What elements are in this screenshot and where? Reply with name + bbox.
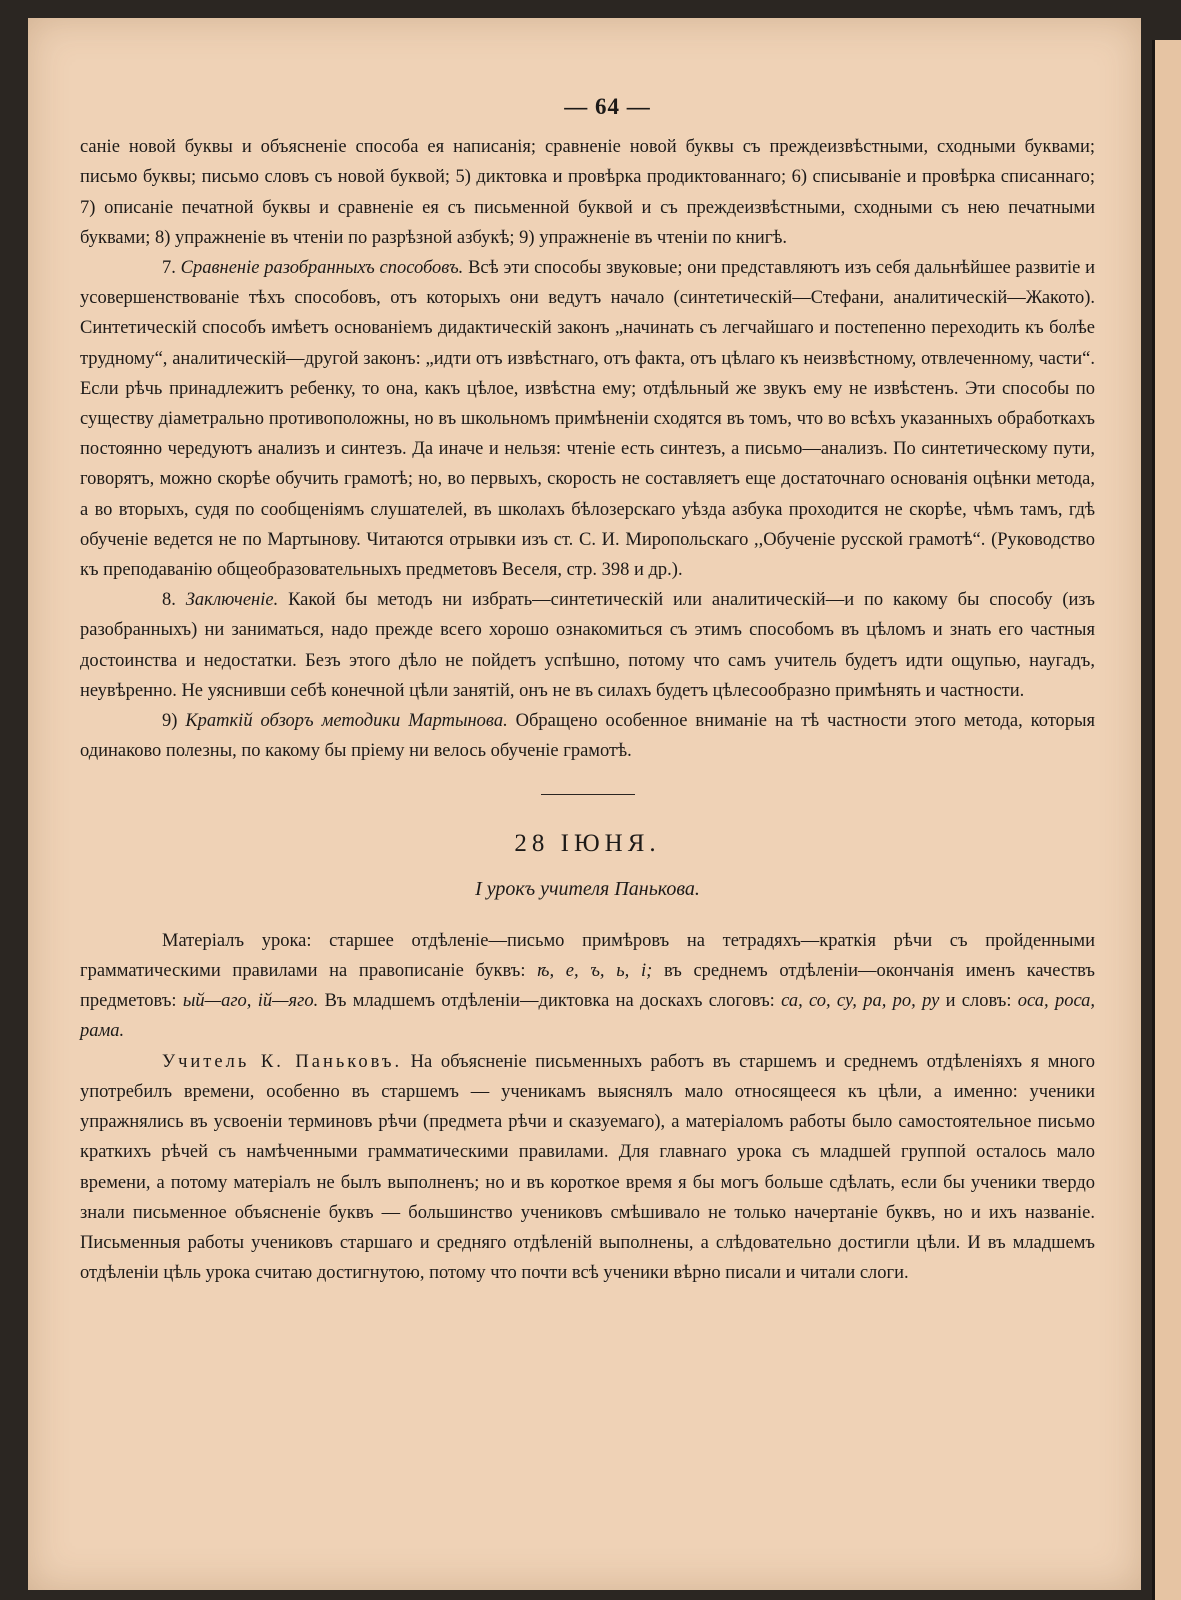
material-text-c: Въ младшемъ отдѣленіи—диктовка на доскахъ слоговъ: — [324, 991, 775, 1012]
next-page-edge — [1152, 40, 1181, 1600]
material-syllables: са, со, су, ра, ро, ру — [781, 991, 940, 1012]
page-number: — 64 — — [564, 94, 651, 119]
material-letters: ѣ, е, ъ, ь, і; — [537, 961, 653, 982]
section-7-number: 7. — [162, 258, 176, 279]
teacher-name: Учитель К. Паньковъ. — [162, 1051, 403, 1072]
section-7-text: Всѣ эти способы звуковые; они представляютъ изъ себя дальнѣйшее развитіе и усовершенствованіе тѣхъ способовъ, отъ которыхъ они ведутъ начало (синтетическій—Стефани, аналитическій—Жакото). Синтетическій способъ имѣетъ основаніемъ дидактическій законъ „начинать съ легчайшаго и постепенно переходить къ болѣе трудному“, аналитическій—другой законъ: „идти отъ извѣстнаго, отъ факта, отъ цѣлаго къ неизвѣстному, отвлеченному, части“. Если рѣчь принадлежитъ ребенку, то она, какъ цѣлое, извѣстна ему; отдѣльный же звукъ ему не извѣстенъ. Эти способы по существу діаметрально противоположны, но въ школьномъ примѣненіи сходятся въ томъ, что во всѣхъ указанныхъ обработкахъ постоянно чередуютъ анализъ и синтезъ. Да иначе и нельзя: чтеніе есть синтезъ, а письмо—анализъ. По синтетическому пути, говорятъ, можно скорѣе обучить грамотѣ; но, во первыхъ, скорость не составляетъ еще достаточнаго основанія оцѣнки метода, а во вторыхъ, судя по сообщеніямъ слушателей, въ школахъ бѣлозерскаго уѣзда азбука проходится не скорѣе, чѣмъ тамъ, гдѣ обученіе ведется не по Мартынову. Читаются отрывки изъ ст. С. И. Миропольскаго ,,Обученіе русской грамотѣ“. (Руководство къ преподаванію общеобразовательныхъ предметовъ Веселя, стр. 398 и др.). — [80, 258, 1096, 581]
material-text-b: въ среднемъ отдѣленіи—окончанія именъ качествъ предметовъ: — [80, 961, 1096, 1012]
section-7-heading: Сравненіе разобранныхъ способовъ. — [180, 258, 464, 279]
material-text-d: и словъ: — [945, 991, 1012, 1012]
section-divider — [541, 794, 635, 795]
paragraph-continuation: саніе новой буквы и объясненіе способа ея написанія; сравненіе новой буквы съ преждеизвѣстными, сходными буквами; письмо буквы; письмо словъ съ новой буквой; 5) диктовка и провѣрка продиктованнаго; 6) списываніе и провѣрка списаннаго; 7) описаніе печатной буквы и сравненіе ея съ письменной буквой и съ преждеизвѣстными, сходными съ нею печатными буквами; 8) упражненіе въ чтеніи по разрѣзной азбукѣ; 9) упражненіе въ чтеніи по книгѣ. — [80, 137, 1095, 248]
section-9-number: 9) — [162, 711, 178, 732]
section-8-heading: Заключеніе. — [185, 590, 279, 611]
material-text-a: Матеріалъ урока: старшее отдѣленіе—письмо примѣровъ на тетрадяхъ—краткія рѣчи съ пройденными грамматическими правилами на правописаніе буквъ: — [80, 930, 1095, 982]
lesson-material — [80, 926, 1095, 1047]
section-9 — [80, 706, 1095, 766]
page-content — [80, 92, 1095, 1288]
date-heading: 28 ІЮНЯ. — [514, 830, 661, 858]
material-endings: ый—аго, ій—яго. — [182, 991, 319, 1012]
section-9-text: Обращено особенное вниманіе на тѣ частности этого метода, которыя одинаково полезны, по какому бы пріему ни велось обученіе грамотѣ. — [80, 711, 1096, 762]
material-words: оса, роса, рама. — [80, 991, 1096, 1042]
section-7 — [80, 253, 1095, 585]
teacher-report-text: На объясненіе письменныхъ работъ въ старшемъ и среднемъ отдѣленіяхъ я много употребилъ времени, особенно въ старшемъ — ученикамъ выяснялъ мало относящееся къ цѣли, а именно: ученики упражнялись въ усвоеніи терминовъ рѣчи (предмета рѣчи и сказуемаго), а матеріаломъ работы было самостоятельное письмо краткихъ рѣчей съ намѣченными грамматическими правилами. Для главнаго урока съ младшей группой осталось мало времени, а потому матеріалъ не былъ выполненъ; но и въ короткое время я бы могъ больше сдѣлать, если бы ученики твердо знали письменное объясненіе буквъ — большинство учениковъ смѣшивало не только начертаніе буквъ, но и ихъ названіе. Письменныя работы учениковъ старшаго и средняго отдѣленій выполнены, а слѣдовательно достигли цѣли. И въ младшемъ отдѣленіи цѣль урока считаю достигнутою, потому что почти всѣ ученики вѣрно писали и читали слоги. — [80, 1051, 1096, 1284]
section-8-text: Какой бы методъ ни избрать—синтетическій или аналитическій—и по какому бы способу (изъ разобранныхъ) ни заниматься, надо прежде всего хорошо ознакомиться съ этимъ способомъ въ цѣломъ и знать его частныя достоинства и недостатки. Безъ этого дѣло не пойдетъ успѣшно, потому что самъ учитель будетъ идти ощупью, наугадъ, неувѣренно. Не уяснивши себѣ конечной цѣли занятій, онъ не въ силахъ будетъ цѣлесообразно примѣнять и частности. — [80, 590, 1095, 701]
lesson-title: I урокъ учителя Панькова. — [475, 877, 700, 900]
section-8-number: 8. — [162, 590, 176, 611]
teacher-report — [80, 1047, 1095, 1289]
section-9-heading: Краткій обзоръ методики Мартынова. — [185, 711, 508, 732]
section-8 — [80, 585, 1095, 706]
